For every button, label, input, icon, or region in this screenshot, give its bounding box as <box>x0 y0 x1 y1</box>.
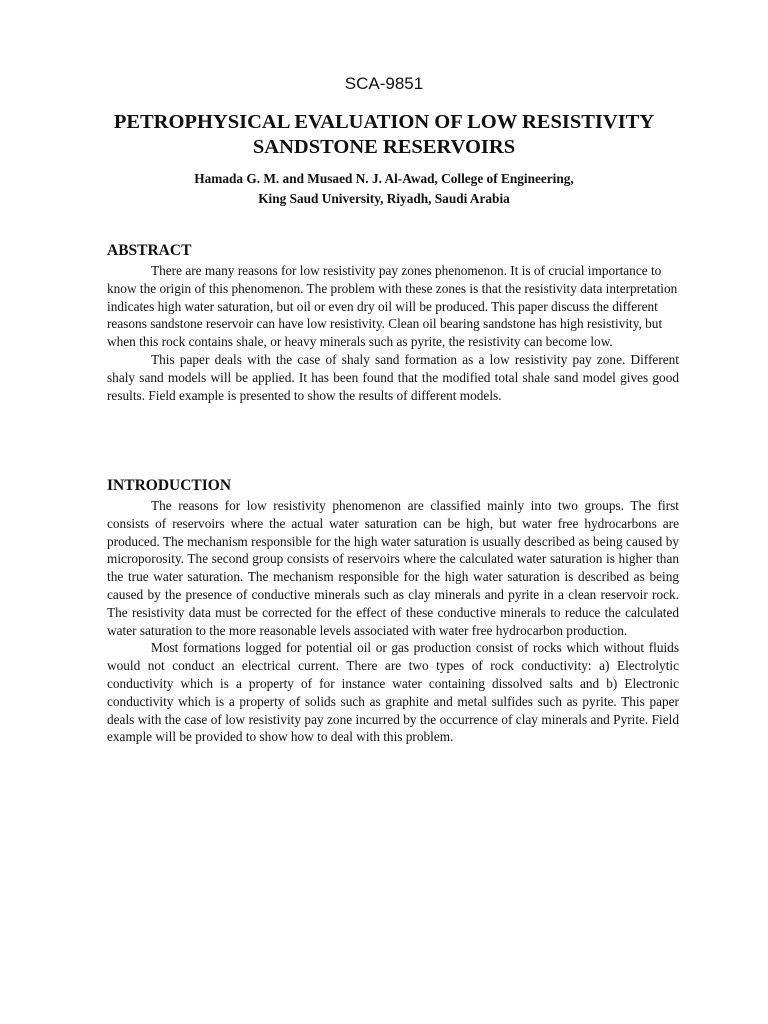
introduction-paragraph-2: Most formations logged for potential oil or gas production consist of rocks which without fluids would not conduct an electrical current. There are two types of rock conductivity: a) Electrolytic conductivity which is a property of for instance water containing dissolved salts and b) Electronic conductivity which is a property of solids such as graphite and metal sulfides such as pyrite. This paper deals with the case of low resistivity pay zone incurred by the occurrence of clay minerals and Pyrite. Field example will be provided to show how to deal with this problem. <box>107 640 679 745</box>
paper-authors <box>0 169 768 209</box>
abstract-paragraph-1: There are many reasons for low resistivity pay zones phenomenon. It is of crucial importance to know the origin of this phenomenon. The problem with these zones is that the resistivity data interpretation indicates high water saturation, but oil or even dry oil will be produced. This paper discuss the different reasons sandstone reservoir can have low resistivity. Clean oil bearing sandstone has high resistivity, but when this rock contains shale, or heavy minerals such as pyrite, the resistivity can become low. <box>107 263 678 350</box>
paper-code: SCA-9851 <box>344 74 424 93</box>
introduction-heading: INTRODUCTION <box>107 477 232 494</box>
abstract-paragraph-2: This paper deals with the case of shaly sand formation as a low resistivity pay zone. Different shaly sand models will be applied. It has been found that the modified total shale sand model gives good results. Field example is presented to show the results of different models. <box>107 351 679 403</box>
introduction-section <box>107 477 679 746</box>
authors-line-2: King Saud University, Riyadh, Saudi Arabia <box>258 191 510 206</box>
authors-line-1: Hamada G. M. and Musaed N. J. Al-Awad, College of Engineering, <box>194 171 574 186</box>
paper-title-line-2: SANDSTONE RESERVOIRS <box>252 136 516 158</box>
abstract-heading: ABSTRACT <box>107 242 192 259</box>
abstract-section <box>107 242 679 404</box>
paper-title-line-1: PETROPHYSICAL EVALUATION OF LOW RESISTIVITY <box>113 111 655 133</box>
introduction-paragraph-1: The reasons for low resistivity phenomenon are classified mainly into two groups. The first consists of reservoirs where the actual water saturation can be high, but water free hydrocarbons are produced. The mechanism responsible for the high water saturation is usually described as being caused by microporosity. The second group consists of reservoirs where the calculated water saturation is higher than the true water saturation. The mechanism responsible for the high water saturation is described as being caused by the presence of conductive minerals such as clay minerals and pyrite in a clean reservoir rock. The resistivity data must be corrected for the effect of these conductive minerals to reduce the calculated water saturation to the more reasonable levels associated with water free hydrocarbon production. <box>107 498 679 638</box>
paper-title <box>0 110 768 160</box>
